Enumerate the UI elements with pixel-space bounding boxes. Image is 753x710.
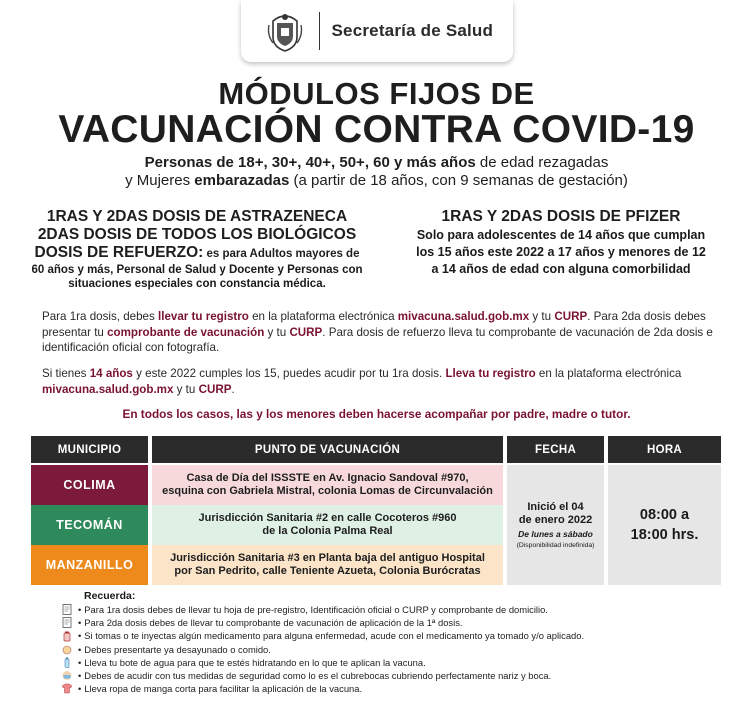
section-heading: 2DAS DOSIS DE TODOS LOS BIOLÓGICOS bbox=[37, 226, 357, 243]
reminders-list bbox=[62, 603, 742, 695]
bullet: • bbox=[78, 617, 82, 629]
fecha-start: Inició el 04 bbox=[527, 501, 584, 513]
instructions-paragraph-1 bbox=[42, 309, 732, 356]
header bbox=[0, 0, 753, 66]
bullet: • bbox=[78, 656, 82, 668]
fecha-availability: (Disponibilidad indefinida) bbox=[516, 542, 595, 549]
hora-cell: 08:00 a 18:00 hrs. bbox=[608, 465, 721, 585]
website-link[interactable]: mivacuna.salud.gob.mx bbox=[42, 382, 174, 396]
reminder-item bbox=[62, 616, 742, 629]
pfizer-text: a 14 años de edad con alguna comorbilidad bbox=[431, 262, 691, 276]
pfizer-section bbox=[386, 208, 736, 277]
title-line-2: VACUNACIÓN CONTRA COVID-19 bbox=[58, 108, 695, 151]
text: y tu bbox=[264, 325, 290, 339]
reminder-item bbox=[62, 603, 742, 616]
text: . bbox=[231, 382, 235, 396]
reminder-item bbox=[62, 656, 742, 669]
pfizer-text: Solo para adolescentes de 14 años que cumplan bbox=[416, 228, 706, 242]
highlight: CURP bbox=[289, 325, 323, 339]
subtitle-ages: Personas de 18+, 30+, 40+, 50+, 60 y más años bbox=[144, 154, 476, 171]
subtitle-text: (a partir de 18 años, con 9 semanas de gestación) bbox=[289, 172, 628, 189]
subtitle-text: de edad rezagadas bbox=[475, 154, 609, 171]
header-fecha: FECHA bbox=[507, 436, 604, 463]
punto-line: Jurisdicción Sanitaria #3 en Planta baja del antiguo Hospital bbox=[170, 551, 485, 564]
bullet: • bbox=[78, 683, 82, 695]
subtitle-line-1 bbox=[0, 154, 753, 172]
food-icon bbox=[62, 644, 72, 655]
header-punto: PUNTO DE VACUNACIÓN bbox=[152, 436, 503, 463]
fecha-days: De lunes a sábado bbox=[518, 529, 593, 539]
shirt-icon bbox=[62, 683, 72, 694]
highlight: CURP bbox=[554, 310, 588, 323]
reminder-text: Para 2da dosis debes de llevar tu comprobante de vacunación de aplicación de la 1ª dosis. bbox=[84, 617, 463, 629]
text: en la plataforma electrónica bbox=[535, 367, 682, 380]
subtitle-embarazadas: embarazadas bbox=[194, 172, 290, 189]
subtitle-line-2 bbox=[0, 172, 753, 190]
header-hora: HORA bbox=[608, 436, 721, 463]
punto-colima bbox=[152, 465, 503, 505]
state-seal-icon bbox=[265, 9, 305, 53]
header-municipio: MUNICIPIO bbox=[31, 436, 148, 463]
refuerzo-text: es para Adultos mayores de bbox=[203, 248, 360, 260]
bullet: • bbox=[78, 630, 82, 642]
refuerzo-heading bbox=[22, 244, 372, 263]
text: en la plataforma electrónica bbox=[248, 310, 398, 323]
section-heading: 1RAS Y 2DAS DOSIS DE ASTRAZENECA bbox=[46, 208, 348, 225]
face-mask-icon bbox=[62, 670, 72, 681]
reminder-item bbox=[62, 643, 742, 656]
reminders bbox=[62, 590, 742, 695]
text: . Para 2da dosis debes presentar tu bbox=[42, 310, 706, 339]
punto-manzanillo bbox=[152, 545, 503, 585]
reminder-item bbox=[62, 682, 742, 695]
text: y este 2022 cumples los 15, puedes acudir por tu 1ra dosis. bbox=[132, 367, 446, 380]
highlight: Lleva tu registro bbox=[445, 367, 536, 380]
reminder-text: Lleva ropa de manga corta para facilitar la aplicación de la vacuna. bbox=[84, 683, 363, 695]
astrazeneca-section bbox=[22, 208, 372, 291]
document-icon bbox=[62, 604, 72, 615]
medicine-icon bbox=[62, 631, 72, 642]
fecha-start: de enero 2022 bbox=[518, 514, 593, 526]
text: Si tienes bbox=[42, 367, 90, 380]
punto-line: Casa de Día del ISSSTE en Av. Ignacio Sandoval #970, bbox=[186, 471, 469, 484]
punto-line: esquina con Gabriela Mistral, colonia Lomas de Circunvalación bbox=[162, 485, 493, 497]
reminder-item bbox=[62, 629, 742, 642]
municipio-colima: COLIMA bbox=[31, 465, 148, 505]
website-link[interactable]: mivacuna.salud.gob.mx bbox=[397, 310, 530, 323]
title-line-1: MÓDULOS FIJOS DE bbox=[218, 76, 535, 111]
punto-line: Jurisdicción Sanitaria #2 en calle Cocoteros #960 bbox=[198, 511, 457, 524]
section-heading: 1RAS Y 2DAS DOSIS DE PFIZER bbox=[441, 208, 681, 225]
bullet: • bbox=[78, 643, 82, 655]
reminders-title: Recuerda: bbox=[84, 590, 136, 602]
header-divider bbox=[319, 12, 320, 50]
municipio-tecoman: TECOMÁN bbox=[31, 505, 148, 545]
water-bottle-icon bbox=[62, 657, 72, 668]
text: y tu bbox=[529, 310, 555, 323]
highlight: llevar tu registro bbox=[158, 310, 249, 323]
highlight: CURP bbox=[198, 382, 232, 396]
header-tab bbox=[241, 0, 513, 62]
vaccination-table bbox=[31, 436, 721, 585]
bullet: • bbox=[78, 604, 82, 615]
punto-line: de la Colonia Palma Real bbox=[262, 525, 393, 537]
fecha-cell bbox=[507, 465, 604, 585]
reminder-text: Lleva tu bote de agua para que te estés hidratando en lo que te aplican la vacuna. bbox=[84, 656, 426, 668]
text: . Para dosis de refuerzo lleva tu comprobante de vacunación de 2da dosis e identificación oficial con fotografía. bbox=[42, 325, 713, 354]
highlight: 14 años bbox=[89, 367, 133, 380]
subtitle bbox=[0, 154, 753, 190]
reminder-text: Para 1ra dosis debes de llevar tu hoja de pre-registro, Identificación oficial o CURP y comprobante de domicilio. bbox=[84, 604, 548, 615]
bullet: • bbox=[78, 670, 82, 682]
reminder-text: Debes de acudir con tus medidas de seguridad como lo es el cubrebocas cubriendo perfectamente nariz y boca. bbox=[84, 670, 552, 682]
pfizer-text: los 15 años este 2022 a 17 años y menores de 12 bbox=[416, 245, 706, 259]
highlight: comprobante de vacunación bbox=[107, 325, 265, 339]
punto-tecoman bbox=[152, 505, 503, 545]
text: y tu bbox=[173, 382, 199, 396]
reminder-item bbox=[62, 669, 742, 682]
text: Para 1ra dosis, debes bbox=[42, 310, 159, 323]
punto-line: por San Pedrito, calle Teniente Azueta, Colonia Burócratas bbox=[174, 565, 481, 577]
reminder-text: Debes presentarte ya desayunado o comido. bbox=[84, 643, 271, 655]
document-icon bbox=[62, 617, 72, 628]
instructions-paragraph-2 bbox=[42, 366, 732, 397]
subtitle-text: y Mujeres bbox=[125, 172, 195, 189]
refuerzo-label: DOSIS DE REFUERZO: bbox=[34, 244, 204, 261]
org-name: Secretaría de Salud bbox=[331, 21, 494, 40]
guardian-notice: En todos los casos, las y los menores deben hacerse acompañar por padre, madre o tutor. bbox=[122, 407, 631, 421]
refuerzo-text: situaciones especiales con constancia médica. bbox=[68, 278, 326, 290]
municipio-manzanillo: MANZANILLO bbox=[31, 545, 148, 585]
refuerzo-text: 60 años y más, Personal de Salud y Docente y Personas con bbox=[31, 264, 363, 276]
reminder-text: Si tomas o te inyectas algún medicamento para alguna enfermedad, acude con el medicamento ya tomado y/o aplicado. bbox=[84, 630, 585, 642]
